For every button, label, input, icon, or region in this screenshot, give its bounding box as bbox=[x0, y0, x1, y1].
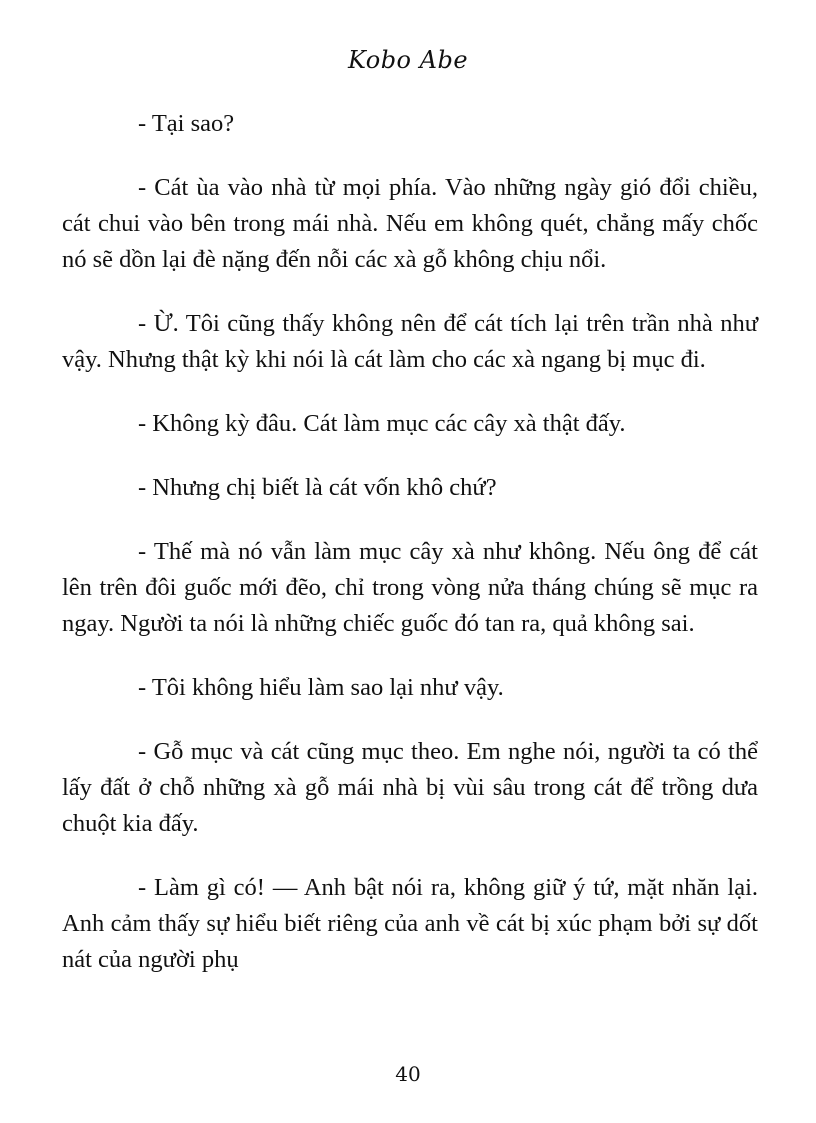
paragraph: - Tôi không hiểu làm sao lại như vậy. bbox=[138, 674, 504, 701]
running-header-author: Kobo Abe bbox=[347, 46, 469, 74]
page-number: 40 bbox=[395, 1062, 421, 1086]
paragraph: - Cát ùa vào nhà từ mọi phía. Vào những ngày gió đổi chiều, cát chui vào bên trong mái nhà. Nếu em không quét, chẳng mấy chốc nó sẽ dồn lại đè nặng đến nỗi các xà gỗ không chịu nổi. bbox=[62, 174, 758, 273]
paragraph: - Ừ. Tôi cũng thấy không nên để cát tích lại trên trần nhà như vậy. Nhưng thật kỳ khi nói là cát làm cho các xà ngang bị mục đi. bbox=[62, 310, 758, 373]
paragraph: - Làm gì có! — Anh bật nói ra, không giữ ý tứ, mặt nhăn lại. Anh cảm thấy sự hiểu biết riêng của anh về cát bị xúc phạm bởi sự dốt nát của người phụ bbox=[62, 874, 758, 973]
paragraph: - Tại sao? bbox=[138, 110, 235, 137]
paragraph: - Không kỳ đâu. Cát làm mục các cây xà thật đấy. bbox=[138, 410, 626, 437]
paragraph: - Gỗ mục và cát cũng mục theo. Em nghe nói, người ta có thể lấy đất ở chỗ những xà gỗ mái nhà bị vùi sâu trong cát để trồng dưa chuột kia đấy. bbox=[62, 738, 758, 837]
paragraph: - Thế mà nó vẫn làm mục cây xà như không. Nếu ông để cát lên trên đôi guốc mới đẽo, chỉ trong vòng nửa tháng chúng sẽ mục ra ngay. Người ta nói là những chiếc guốc đó tan ra, quả không sai. bbox=[62, 538, 758, 637]
paragraph: - Nhưng chị biết là cát vốn khô chứ? bbox=[138, 474, 497, 501]
body-text bbox=[62, 106, 758, 978]
